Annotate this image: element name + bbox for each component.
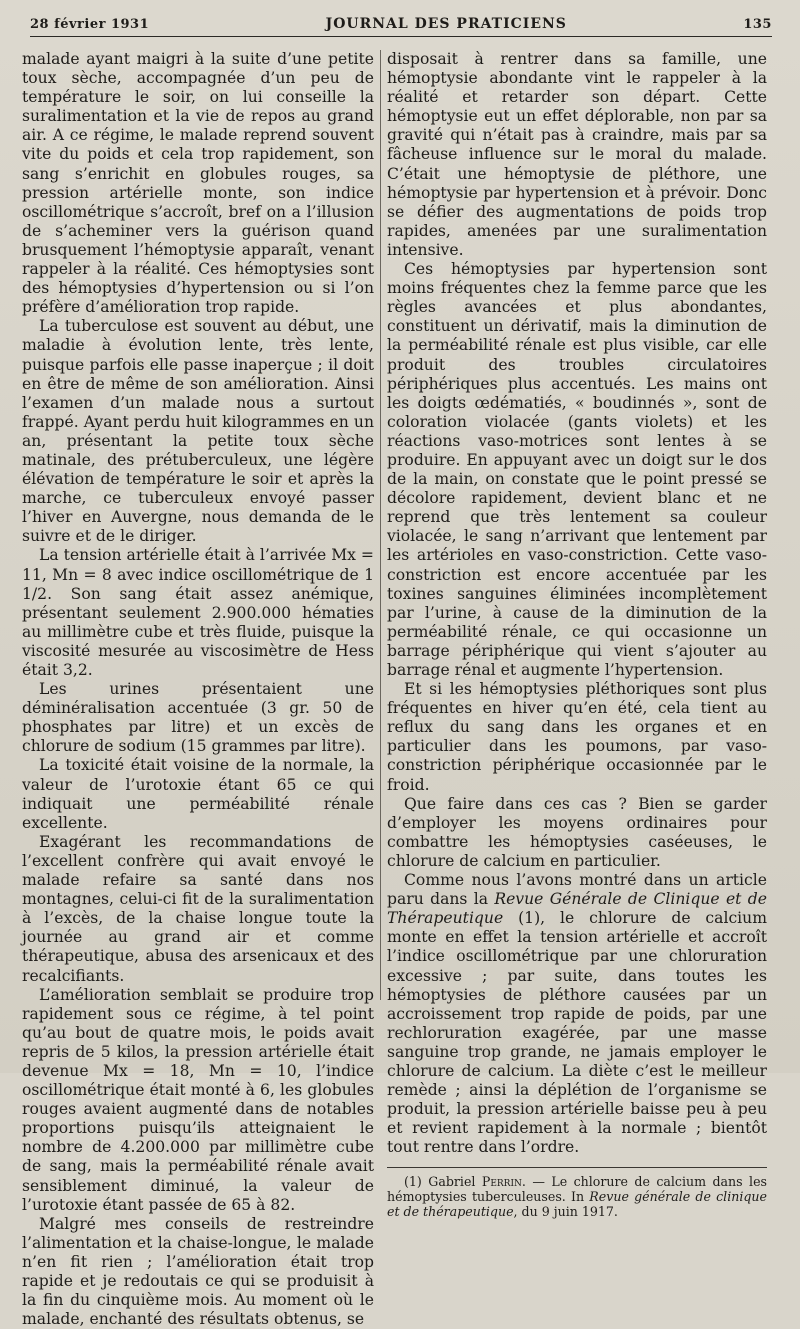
paragraph: Ces hémoptysies par hypertension sont moins fréquentes chez la femme parce que les règles avancées et plus abondantes, constituent un dérivatif, mais la diminution de la perméabilité rénale est plus visible, car elle produit des troubles circulatoires périphériques plus accentués. Les mains ont les doigts œdématiés, « boudinnés », sont de coloration violacée (gants violets) et les réactions vaso-motrices sont lentes à se produire. En appuyant avec un doigt sur le dos de la main, on constate que le point pressé se décolore rapidement, devient blanc et ne reprend que très lentement sa couleur violacée, le sang n’arrivant que lentement par les artérioles en vaso-constriction. Cette vaso-constriction est encore accentuée par les toxines sanguines éliminées incomplètement par l’urine, à cause de la diminution de la perméabilité rénale, ce qui occasionne un barrage périphérique qui vient s’ajouter au barrage rénal et augmente l’hypertension. (387, 260, 767, 679)
paragraph: La toxicité était voisine de la normale, la valeur de l’urotoxie étant 65 ce qui indiquait une perméabilité rénale excellente. (22, 756, 374, 832)
journal-reference: Revue Générale de Clinique et de Thérapeutique (387, 890, 767, 928)
footnote (387, 1174, 767, 1219)
paragraph: malade ayant maigri à la suite d’une petite toux sèche, accompagnée d’un peu de température le soir, on lui conseille la suralimentation et la vie de repos au grand air. A ce régime, le malade reprend souvent vite du poids et cela trop rapidement, son sang s’enrichit en globules rouges, sa pression artérielle monte, son indice oscillométrique s’accroît, bref on a l’illusion de s’acheminer vers la guérison quand brusquement l’hémoptysie apparaît, venant rappeler à la réalité. Ces hémoptysies sont des hémoptysies d’hypertension ou si l’on préfère d’amélioration trop rapide. (22, 50, 374, 317)
paragraph: Malgré mes conseils de restreindre l’alimentation et la chaise-longue, le malade n’en fit rien ; l’amélioration était trop rapide et je redoutais ce qui se produisit à la fin du cinquième mois. Au moment où le malade, enchanté des résultats obtenus, se (22, 1214, 374, 1329)
text-run: (1), le chlorure de calcium monte en effet la tension artérielle et accroît l’indice oscillométrique par une chloruration excessive ; par suite, dans toutes les hémoptysies de pléthore causées par un accroissement trop rapide de poids, par une rechloruration exagérée, par une masse sanguine trop grande, ne jamais employer le chlorure de calcium. La diète c’est le meilleur remède ; ainsi la déplétion de l’organisme se produit, la pression artérielle baisse peu à peu et revient rapidement à la normale ; bientôt tout rentre dans l’ordre. (387, 909, 767, 1157)
issue-date: 28 février 1931 (30, 16, 150, 32)
paragraph: L’amélioration semblait se produire trop rapidement sous ce régime, à tel point qu’au bout de quatre mois, le poids avait repris de 5 kilos, la pression artérielle était devenue Mx = 18, Mn = 10, l’indice oscillométrique était monté à 6, les globules rouges avaient augmenté dans de notables proportions puisqu’ils atteignaient le nombre de 4.200.000 par millimètre cube de sang, mais la perméabilité rénale avait sensiblement diminué, la valeur de l’urotoxie étant passée de 65 à 82. (22, 985, 374, 1214)
page-number: 135 (743, 16, 772, 32)
page-header (30, 12, 772, 37)
text-run: (1) Gabriel (404, 1174, 482, 1190)
text-run: . — Le chlorure de calcium dans les hémoptysies tuberculeuses. In (387, 1174, 767, 1205)
column-divider (380, 50, 381, 1000)
journal-reference: Revue générale de clinique et de thérapeutique (387, 1189, 767, 1220)
paragraph: Que faire dans ces cas ? Bien se garder d’employer les moyens ordinaires pour combattre les hémoptysies caséeuses, le chlorure de calcium en particulier. (387, 794, 767, 870)
text-run: , du 9 juin 1917. (513, 1204, 618, 1220)
paragraph: disposait à rentrer dans sa famille, une hémoptysie abondante vint le rappeler à la réalité et retarder son départ. Cette hémoptysie eut un effet déplorable, non par sa gravité qui n’était pas à craindre, mais par sa fâcheuse influence sur le moral du malade. C’était une hémoptysie de pléthore, une hémoptysie par hypertension et à prévoir. Donc se défier des augmentations de poids trop rapides, amenées par une suralimentation intensive. (387, 50, 767, 259)
paragraph: La tuberculose est souvent au début, une maladie à évolution lente, très lente, puisque parfois elle passe inaperçue ; il doit en être de même de son amélioration. Ainsi l’examen d’un malade nous a surtout frappé. Ayant perdu huit kilogrammes en un an, présentant la petite toux sèche matinale, des prétuberculeux, une légère élévation de température le soir et après la marche, ce tuberculeux envoyé passer l’hiver en Auvergne, nous demanda de le suivre et de le diriger. (22, 317, 374, 546)
footnote-rule (387, 1167, 767, 1168)
paragraph: Et si les hémoptysies pléthoriques sont plus fréquentes en hiver qu’en été, cela tient au reflux du sang dans les organes et en particulier dans les poumons, par vaso-constriction périphérique occasionnée par le froid. (387, 680, 767, 794)
paragraph: La tension artérielle était à l’arrivée Mx = 11, Mn = 8 avec indice oscillométrique de 1 1/2. Son sang était assez anémique, présentant seulement 2.900.000 hématies au millimètre cube et très fluide, puisque la viscosité mesurée au viscosimètre de Hess était 3,2. (22, 546, 374, 679)
journal-title: JOURNAL DES PRATICIENS (325, 16, 567, 32)
right-column (387, 50, 767, 1219)
left-column (22, 50, 374, 1329)
text-run: Comme nous l’avons montré dans un article paru dans la (387, 871, 767, 909)
paragraph (387, 871, 767, 1157)
paragraph: Les urines présentaient une déminéralisation accentuée (3 gr. 50 de phosphates par litre) et un excès de chlorure de sodium (15 grammes par litre). (22, 680, 374, 756)
author-name: Perrin (481, 1174, 522, 1190)
paragraph: Exagérant les recommandations de l’excellent confrère qui avait envoyé le malade refaire sa santé dans nos montagnes, celui-ci fit de la suralimentation à l’excès, de la chaise longue toute la journée au grand air et comme thérapeutique, abusa des arsenicaux et des recalcifiants. (22, 832, 374, 985)
